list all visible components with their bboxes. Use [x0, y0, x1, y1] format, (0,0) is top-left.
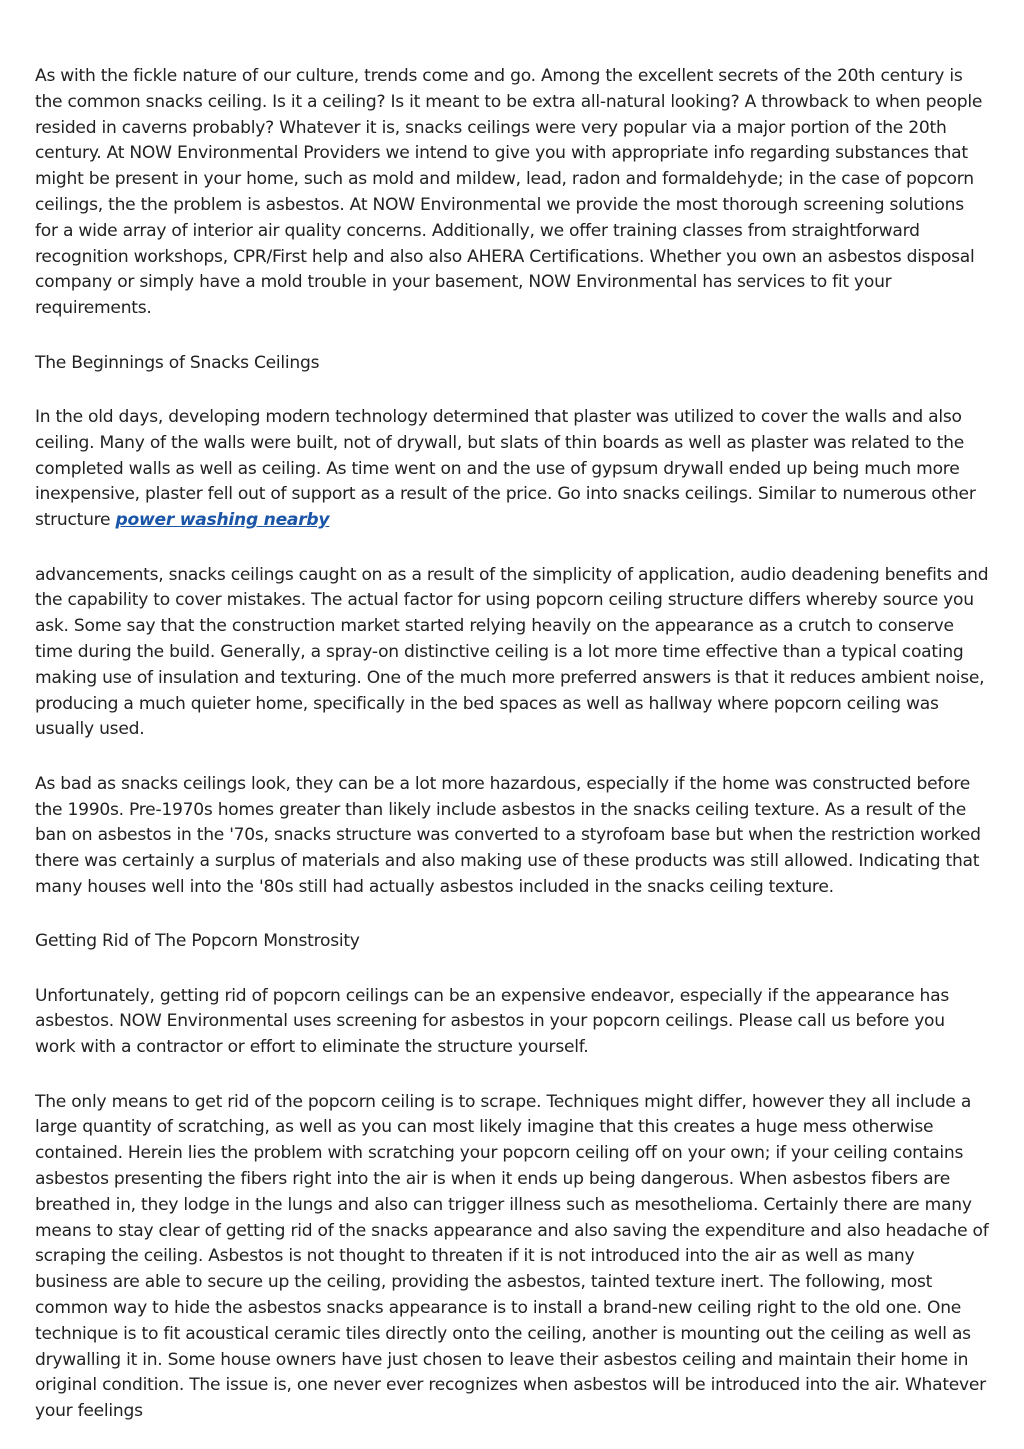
hazard-paragraph: As bad as snacks ceilings look, they can be a lot more hazardous, especially if the home was constructed before the 1990s. Pre-1970s homes greater than likely include asbestos in the snacks ceiling texture. As a result of the ban on asbestos in the '70s, snacks structure was converted to a styrofoam base but when the restriction worked there was certainly a surplus of materials and also making use of these products was still allowed. Indicating that many houses well into the '80s still had actually asbestos included in the snacks ceiling texture.: [35, 773, 981, 897]
power-washing-link[interactable]: power washing nearby: [115, 510, 330, 531]
removal-cost-paragraph: Unfortunately, getting rid of popcorn ceilings can be an expensive endeavor, especially if the appearance has asbestos. NOW Environmental uses screening for asbestos in your popcorn ceilings. Please call us before you work with a contractor or effort to eliminate the structure yourself.: [35, 985, 950, 1058]
history-paragraph: [35, 405, 990, 534]
section-heading-removal: Getting Rid of The Popcorn Monstrosity: [35, 931, 360, 952]
scraping-paragraph: The only means to get rid of the popcorn ceiling is to scrape. Techniques might differ, however they all include a large quantity of scratching, as well as you can most likely imagine that this creates a huge mess otherwise contained. Herein lies the problem with scratching your popcorn ceiling off on your own; if your ceiling contains asbestos presenting the fibers right into the air is when it ends up being dangerous. When asbestos fibers are breathed in, they lodge in the lungs and also can trigger illness such as mesothelioma. Certainly there are many means to stay clear of getting rid of the snacks appearance and also saving the expenditure and also headache of scraping the ceiling. Asbestos is not thought to threaten if it is not introduced into the air as well as many business are able to secure up the ceiling, providing the asbestos, tainted texture inert. The following, most common way to hide the asbestos snacks appearance is to install a brand-new ceiling right to the old one. One technique is to fit acoustical ceramic tiles directly onto the ceiling, another is mounting out the ceiling as well as drywalling it in. Some house owners have just chosen to leave their asbestos ceiling and maintain their home in original condition. The issue is, one never ever recognizes when asbestos will be introduced into the air. Whatever your feelings: [35, 1091, 989, 1422]
intro-paragraph: As with the fickle nature of our culture, trends come and go. Among the excellent secrets of the 20th century is the common snacks ceiling. Is it a ceiling? Is it meant to be extra all-natural looking? A throwback to when people resided in caverns probably? Whatever it is, snacks ceilings were very popular via a major portion of the 20th century. At NOW Environmental Providers we intend to give you with appropriate info regarding substances that might be present in your home, such as mold and mildew, lead, radon and formaldehyde; in the case of popcorn ceilings, the the problem is asbestos. At NOW Environmental we provide the most thorough screening solutions for a wide array of interior air quality concerns. Additionally, we offer training classes from straightforward recognition workshops, CPR/First help and also also AHERA Certifications. Whether you own an asbestos disposal company or simply have a mold trouble in your basement, NOW Environmental has services to fit your requirements.: [35, 66, 983, 319]
section-heading-beginnings: The Beginnings of Snacks Ceilings: [35, 352, 320, 373]
advancements-paragraph: advancements, snacks ceilings caught on as a result of the simplicity of application, audio deadening benefits and the capability to cover mistakes. The actual factor for using popcorn ceiling structure differs whereby source you ask. Some say that the construction market started relying heavily on the appearance as a crutch to conserve time during the build. Generally, a spray-on distinctive ceiling is a lot more time effective than a typical coating making use of insulation and texturing. One of the much more preferred answers is that it reduces ambient noise, producing a much quieter home, specifically in the bed spaces as well as hallway where popcorn ceiling was usually used.: [35, 564, 989, 740]
history-paragraph-text: In the old days, developing modern technology determined that plaster was utilized to cover the walls and also ceiling. Many of the walls were built, not of drywall, but slats of thin boards as well as plaster was related to the completed walls as well as ceiling. As time went on and the use of gypsum drywall ended up being much more inexpensive, plaster fell out of support as a result of the price. Go into snacks ceilings. Similar to numerous other structure: [35, 406, 976, 531]
